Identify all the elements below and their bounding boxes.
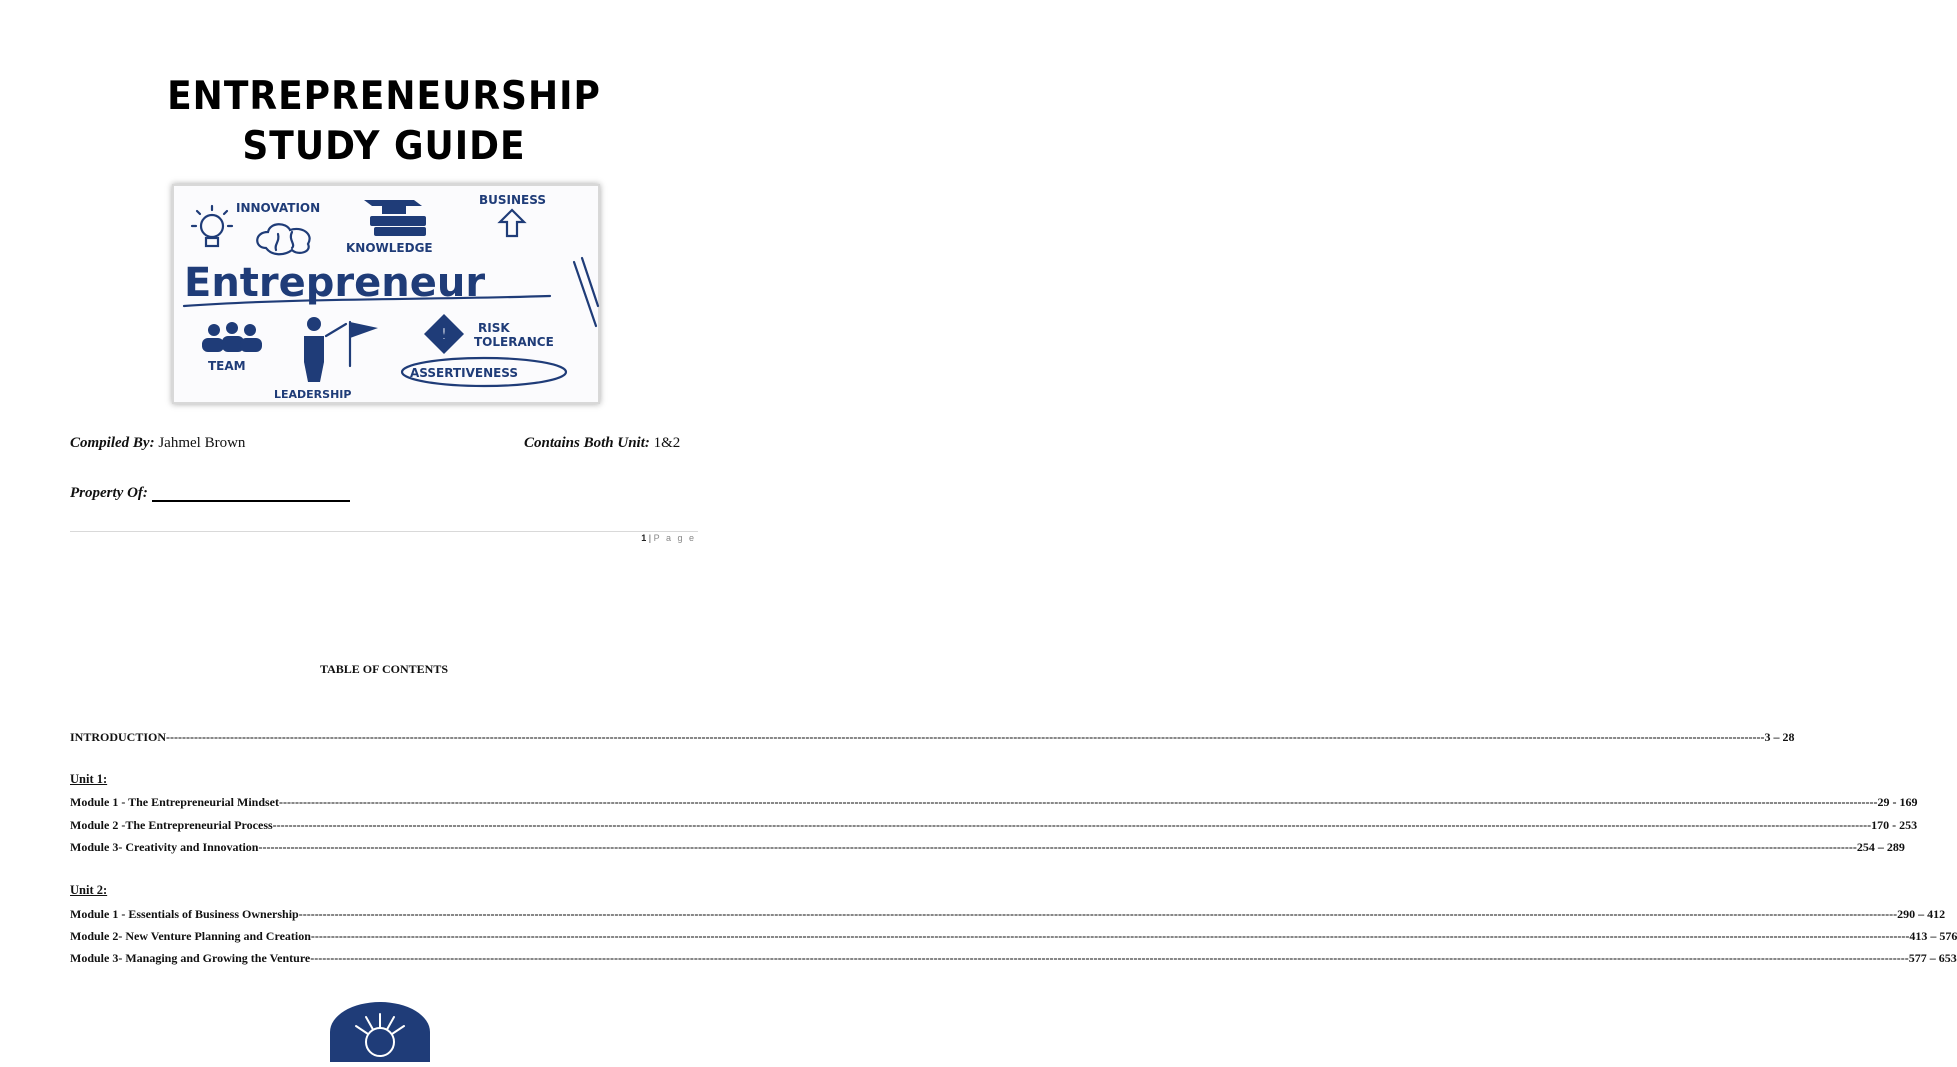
toc-title: TABLE OF CONTENTS: [319, 662, 449, 676]
toc-entry-pages: 290 – 412: [1897, 907, 1946, 921]
pencil-icon: [574, 258, 598, 326]
word-knowledge: KNOWLEDGE: [346, 241, 433, 255]
books-cap-icon: [364, 200, 426, 236]
toc-entry-pages: 254 – 289: [1856, 840, 1905, 854]
word-risk: RISK: [478, 321, 510, 335]
toc-entry-label: Module 3- Managing and Growing the Venture: [70, 951, 311, 965]
word-entrepreneur: Entrepreneur: [184, 260, 486, 306]
toc-dash-leader: ----------------------------------------------------------------------------------------------------------------------------------------------------------------------------------------------------------------------------------------------------------------------------------------------------------------------------------------------------------------------------------------------------------------: [258, 840, 1857, 854]
entrepreneur-illustration: [174, 186, 598, 402]
toc-unit-heading: Unit 2:: [70, 883, 108, 897]
toc-module-row: [70, 839, 1905, 855]
toc-dash-leader: ----------------------------------------------------------------------------------------------------------------------------------------------------------------------------------------------------------------------------------------------------------------------------------------------------------------------------------------------------------------------------------------------------------------: [166, 730, 1765, 744]
arrow-up-icon: [500, 210, 524, 236]
toc-entry-label: Module 2 -The Entrepreneurial Process: [70, 818, 273, 832]
toc-entry-label: Module 1 - The Entrepreneurial Mindset: [70, 795, 280, 809]
toc-entry-pages: 413 – 576: [1909, 929, 1957, 943]
toc-entry-label: Module 2- New Venture Planning and Creation: [70, 929, 311, 943]
team-icon: [202, 322, 262, 352]
toc-entry-pages: 577 – 653: [1908, 951, 1957, 965]
word-leadership: LEADERSHIP: [274, 388, 352, 401]
toc-module-row: [70, 928, 1957, 944]
warning-icon: [424, 314, 464, 354]
toc-entry-label: INTRODUCTION: [70, 730, 167, 744]
toc-dash-leader: ----------------------------------------------------------------------------------------------------------------------------------------------------------------------------------------------------------------------------------------------------------------------------------------------------------------------------------------------------------------------------------------------------------------: [310, 951, 1909, 965]
svg-text:!: !: [439, 324, 449, 345]
compiled-by: [70, 435, 245, 452]
toc-dash-leader: ----------------------------------------------------------------------------------------------------------------------------------------------------------------------------------------------------------------------------------------------------------------------------------------------------------------------------------------------------------------------------------------------------------------: [298, 907, 1898, 921]
document-title-line2: STUDY GUIDE: [242, 124, 526, 169]
word-innovation: INNOVATION: [236, 201, 321, 215]
toc-unit-heading: Unit 1:: [70, 772, 108, 786]
word-assertiveness: ASSERTIVENESS: [410, 366, 519, 380]
toc-dash-leader: ----------------------------------------------------------------------------------------------------------------------------------------------------------------------------------------------------------------------------------------------------------------------------------------------------------------------------------------------------------------------------------------------------------------: [272, 818, 1872, 832]
contains-units-value: 1&2: [653, 435, 681, 451]
toc-dash-leader: ----------------------------------------------------------------------------------------------------------------------------------------------------------------------------------------------------------------------------------------------------------------------------------------------------------------------------------------------------------------------------------------------------------------: [279, 795, 1878, 809]
leader-flag-icon: [304, 317, 378, 382]
toc-entry-label: Module 3- Creativity and Innovation: [70, 840, 259, 854]
contains-units-label: Contains Both Unit:: [524, 435, 650, 451]
property-of: [70, 485, 350, 502]
brain-icon: [257, 224, 309, 254]
toc-entry-pages: 3 – 28: [1764, 730, 1795, 744]
entrepreneur-hero-image: [172, 184, 600, 404]
contains-units: [524, 435, 680, 452]
word-team: TEAM: [208, 359, 246, 373]
toc-intro-row: [70, 729, 1795, 745]
page-number-value: 1: [641, 533, 647, 543]
lightbulb-icon: [192, 206, 232, 246]
toc-entry-label: Module 1 - Essentials of Business Ownership: [70, 907, 299, 921]
document-title-line1: ENTREPRENEURSHIP: [167, 74, 601, 119]
word-business: BUSINESS: [479, 193, 546, 207]
page-number-sep: |: [648, 533, 652, 543]
compiled-by-label: Compiled By:: [70, 435, 155, 451]
toc-dash-leader: ----------------------------------------------------------------------------------------------------------------------------------------------------------------------------------------------------------------------------------------------------------------------------------------------------------------------------------------------------------------------------------------------------------------: [310, 929, 1910, 943]
institution-seal-logo: [330, 1002, 430, 1062]
compiled-by-value: Jahmel Brown: [158, 435, 246, 451]
page-number-word: P a g e: [653, 533, 696, 543]
toc-module-row: [70, 906, 1946, 922]
page-number: [641, 533, 696, 543]
footer-divider: [70, 531, 698, 532]
toc-module-row: [70, 817, 1918, 833]
toc-entry-pages: 170 - 253: [1871, 818, 1918, 832]
word-tolerance: TOLERANCE: [474, 335, 554, 349]
toc-module-row: [70, 794, 1918, 810]
toc-module-row: [70, 950, 1957, 966]
toc-entry-pages: 29 - 169: [1877, 795, 1918, 809]
property-of-blank-line: [152, 486, 350, 502]
property-of-label: Property Of:: [70, 485, 148, 501]
